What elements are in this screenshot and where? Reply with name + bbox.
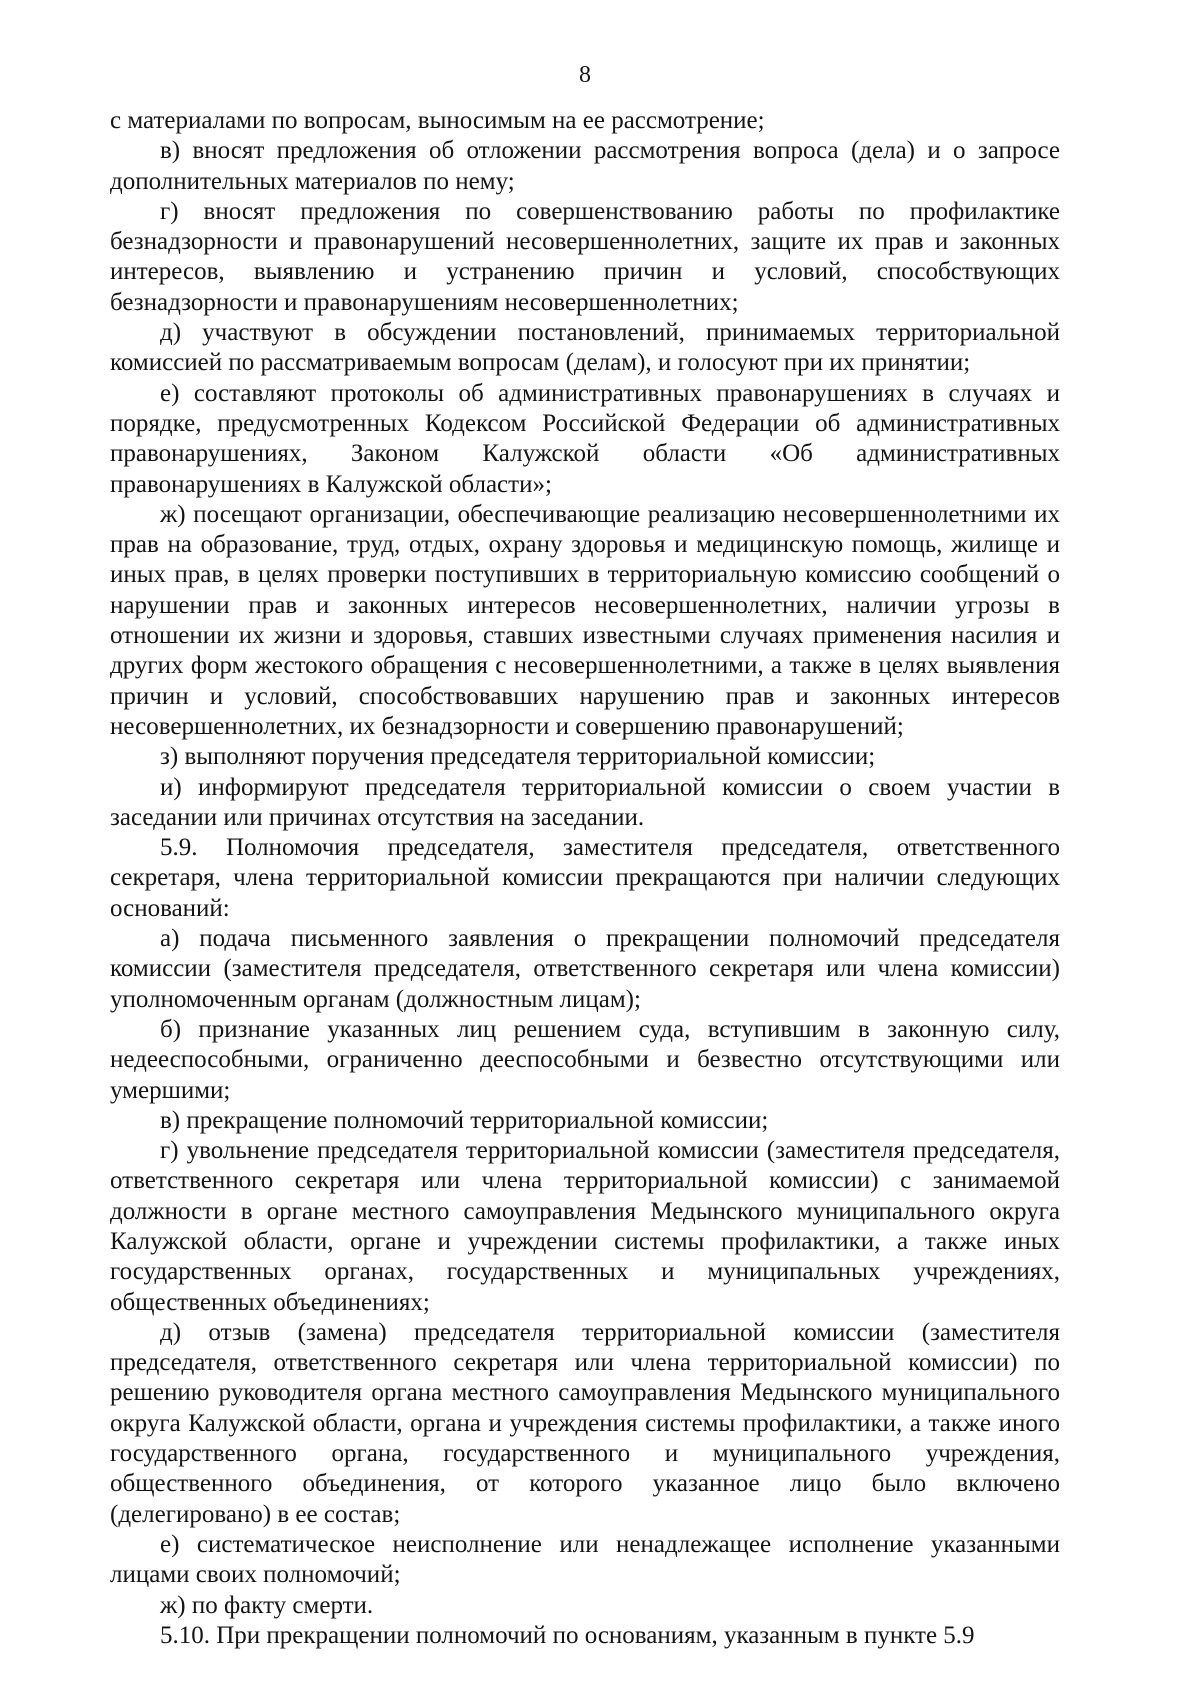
paragraph-item-z: з) выполняют поручения председателя территориальной комиссии;	[160, 743, 876, 771]
paragraph-item-zh: ж) посещают организации, обеспечивающие реализацию несовершеннолетними их прав на образование, труд, отдых, охрану здоровья и медицинскую помощь, жилище и иных прав, в целях проверки поступивших в территориальную комиссию сообщений о нарушении прав и законных интересов несовершеннолетних, наличии угрозы в отношении их жизни и здоровья, ставших известными случаях применения насилия и других форм жестокого обращения с несовершеннолетними, а также в целях выявления причин и условий, способствовавших нарушению прав и законных интересов несовершеннолетних, их безнадзорности и совершению правонарушений;	[110, 500, 1060, 740]
page-number: 8	[579, 62, 591, 88]
paragraph-item-v: в) вносят предложения об отложении рассмотрения вопроса (дела) и о запросе дополнительных материалов по нему;	[110, 137, 1060, 195]
paragraph-item-g: г) вносят предложения по совершенствованию работы по профилактике безнадзорности и правонарушений несовершеннолетних, защите их прав и законных интересов, выявлению и устранению причин и условий, способствующих безнадзорности и правонарушениям несовершеннолетних;	[110, 197, 1060, 316]
paragraph-item-d: д) участвуют в обсуждении постановлений, принимаемых территориальной комиссией по рассматриваемым вопросам (делам), и голосуют при их принятии;	[110, 319, 1060, 377]
paragraph-clause-5-9-a: а) подача письменного заявления о прекращении полномочий председателя комиссии (заместителя председателя, ответственного секретаря или члена комиссии) уполномоченным органам (должностным лицам);	[110, 925, 1060, 1013]
paragraph-item-i: и) информируют председателя территориальной комиссии о своем участии в заседании или причинах отсутствия на заседании.	[110, 773, 1060, 831]
paragraph-clause-5-9-v: в) прекращение полномочий территориальной комиссии;	[160, 1106, 769, 1134]
paragraph-item-e: е) составляют протоколы об административных правонарушениях в случаях и порядке, предусмотренных Кодексом Российской Федерации об административных правонарушениях, Законом Калужской области «Об административных правонарушениях в Калужской области»;	[110, 379, 1060, 498]
paragraph-clause-5-10: 5.10. При прекращении полномочий по основаниям, указанным в пункте 5.9	[160, 1621, 975, 1649]
paragraph-clause-5-9-g: г) увольнение председателя территориальной комиссии (заместителя председателя, ответственного секретаря или члена территориальной комиссии) с занимаемой должности в органе местного самоуправления Медынского муниципального округа Калужской области, органе и учреждении системы профилактики, а также иных государственных органах, государственных и муниципальных учреждениях, общественных объединениях;	[110, 1137, 1060, 1316]
paragraph-clause-5-9-d: д) отзыв (замена) председателя территориальной комиссии (заместителя председателя, ответственного секретаря или члена территориальной комиссии) по решению руководителя органа местного самоуправления Медынского муниципального округа Калужской области, органа и учреждения системы профилактики, а также иного государственного органа, государственного и муниципального учреждения, общественного объединения, от которого указанное лицо было включено (делегировано) в ее состав;	[110, 1318, 1060, 1528]
document-body	[110, 106, 1060, 1651]
paragraph-clause-5-9-zh: ж) по факту смерти.	[160, 1591, 374, 1619]
paragraph-clause-5-9-e: е) систематическое неисполнение или ненадлежащее исполнение указанными лицами своих полномочий;	[110, 1530, 1060, 1589]
paragraph-continuation: с материалами по вопросам, выносимым на ее рассмотрение;	[110, 107, 765, 134]
paragraph-clause-5-9: 5.9. Полномочия председателя, заместителя председателя, ответственного секретаря, члена территориальной комиссии прекращаются при наличии следующих оснований:	[110, 834, 1060, 922]
paragraph-clause-5-9-b: б) признание указанных лиц решением суда, вступившим в законную силу, недееспособными, ограниченно дееспособными и безвестно отсутствующими или умершими;	[110, 1015, 1060, 1104]
